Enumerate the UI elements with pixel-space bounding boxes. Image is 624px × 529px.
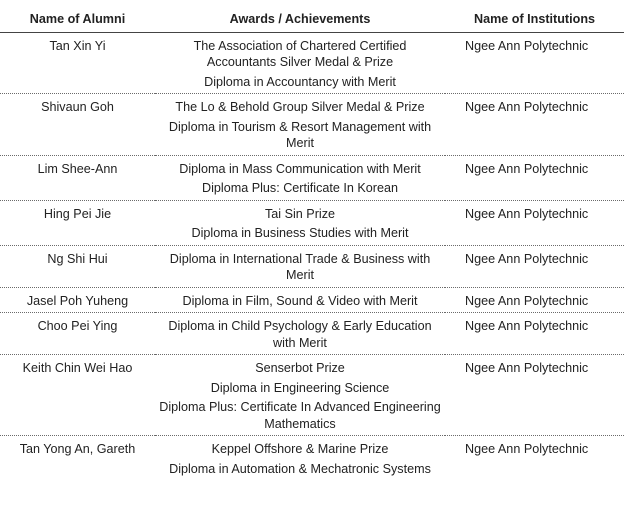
header-row bbox=[0, 0, 624, 32]
awards-cell bbox=[155, 245, 445, 287]
award-item: Diploma in Automation & Mechatronic Systems bbox=[169, 461, 431, 476]
award-item: Diploma in Engineering Science bbox=[210, 380, 390, 395]
alumni-name-cell: Keith Chin Wei Hao bbox=[0, 355, 155, 436]
award-item: Senserbot Prize bbox=[255, 361, 345, 375]
institution-cell: Ngee Ann Polytechnic bbox=[445, 94, 624, 156]
alumni-name-cell: Tan Xin Yi bbox=[0, 32, 155, 94]
award-item: Diploma in Mass Communication with Merit bbox=[179, 161, 421, 176]
institution-cell: Ngee Ann Polytechnic bbox=[445, 155, 624, 200]
institution-cell: Ngee Ann Polytechnic bbox=[445, 32, 624, 94]
table-row bbox=[0, 32, 624, 94]
award-item: Diploma in International Trade & Business with Merit bbox=[169, 251, 431, 282]
award-item: Keppel Offshore & Marine Prize bbox=[211, 442, 389, 456]
table-row bbox=[0, 245, 624, 287]
alumni-name-cell: Lim Shee-Ann bbox=[0, 155, 155, 200]
awards-cell bbox=[155, 200, 445, 245]
table-row bbox=[0, 436, 624, 481]
award-item: Diploma in Business Studies with Merit bbox=[191, 226, 409, 240]
alumni-name-cell: Ng Shi Hui bbox=[0, 245, 155, 287]
header-name-of-institutions: Name of Institutions bbox=[445, 0, 624, 32]
institution-cell: Ngee Ann Polytechnic bbox=[445, 287, 624, 313]
award-item: The Lo & Behold Group Silver Medal & Prize bbox=[175, 100, 425, 114]
table-row bbox=[0, 313, 624, 355]
awards-cell bbox=[155, 355, 445, 436]
awards-cell bbox=[155, 155, 445, 200]
table-row bbox=[0, 94, 624, 156]
awards-cell bbox=[155, 436, 445, 481]
institution-cell: Ngee Ann Polytechnic bbox=[445, 245, 624, 287]
institution-cell: Ngee Ann Polytechnic bbox=[445, 355, 624, 436]
award-item: Diploma in Child Psychology & Early Education with Merit bbox=[168, 319, 432, 350]
table-row bbox=[0, 155, 624, 200]
award-item: The Association of Chartered Certified Accountants Silver Medal & Prize bbox=[193, 38, 407, 69]
table-row bbox=[0, 200, 624, 245]
alumni-name-cell: Jasel Poh Yuheng bbox=[0, 287, 155, 313]
award-item: Diploma in Accountancy with Merit bbox=[204, 74, 396, 89]
alumni-name-cell: Shivaun Goh bbox=[0, 94, 155, 156]
awards-cell bbox=[155, 32, 445, 94]
award-item: Diploma in Film, Sound & Video with Merit bbox=[182, 293, 418, 308]
header-awards-achievements: Awards / Achievements bbox=[155, 0, 445, 32]
institution-cell: Ngee Ann Polytechnic bbox=[445, 313, 624, 355]
table-body bbox=[0, 32, 624, 480]
table-row bbox=[0, 287, 624, 313]
institution-cell: Ngee Ann Polytechnic bbox=[445, 200, 624, 245]
awards-cell bbox=[155, 313, 445, 355]
awards-cell bbox=[155, 287, 445, 313]
alumni-name-cell: Hing Pei Jie bbox=[0, 200, 155, 245]
institution-cell: Ngee Ann Polytechnic bbox=[465, 442, 589, 456]
award-item: Diploma in Tourism & Resort Management with Merit bbox=[168, 119, 432, 150]
table-row bbox=[0, 355, 624, 436]
award-item: Tai Sin Prize bbox=[265, 206, 335, 221]
award-item: Diploma Plus: Certificate In Korean bbox=[202, 181, 398, 195]
awards-cell bbox=[155, 94, 445, 156]
table-header bbox=[0, 0, 624, 32]
header-name-of-alumni: Name of Alumni bbox=[0, 0, 155, 32]
award-item: Diploma Plus: Certificate In Advanced Engineering Mathematics bbox=[159, 400, 441, 431]
alumni-name-cell: Choo Pei Ying bbox=[0, 313, 155, 355]
alumni-name-cell: Tan Yong An, Gareth bbox=[19, 442, 136, 456]
